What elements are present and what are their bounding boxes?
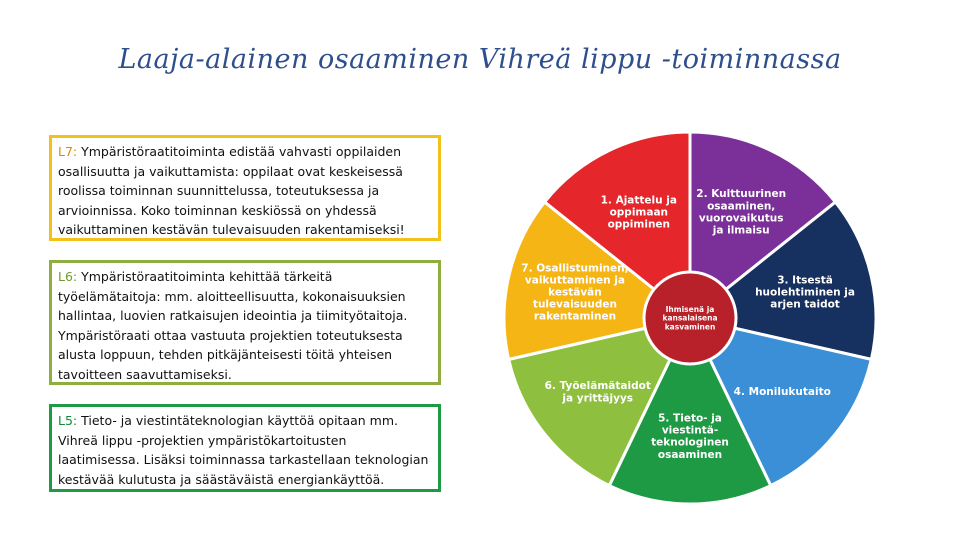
wheel-segment-label: 4. Monilukutaito xyxy=(733,386,831,399)
wheel-segment-label: 5. Tieto- ja viestintä-teknologinen osaaminen xyxy=(651,412,729,461)
competence-wheel xyxy=(500,128,880,508)
box-code: L6: xyxy=(58,269,78,284)
wheel-segment-label: 1. Ajattelu ja oppimaan oppiminen xyxy=(600,194,677,231)
wheel-center-label: Ihmisenä ja kansalaisena kasvaminen xyxy=(662,305,718,332)
info-box-l6 xyxy=(49,260,441,385)
wheel-segment-label: 2. Kulttuurinen osaaminen, vuorovaikutus ja ilmaisu xyxy=(696,188,787,237)
box-text: Tieto- ja viestintäteknologian käyttöä opitaan mm. Vihreä lippu -projektien ympäristökartoitusten laatimisessa. Lisäksi toiminnassa tarkastellaan teknologian kestävää kulutusta ja säästäväistä energiankäyttöä. xyxy=(58,413,429,487)
page-title: Laaja-alainen osaaminen Vihreä lippu -toiminnassa xyxy=(118,44,842,75)
info-box-l7 xyxy=(49,135,441,241)
box-code: L5: xyxy=(58,413,78,428)
wheel-segment-label: 6. Työelämätaidot ja yrittäjyys xyxy=(544,380,651,405)
info-box-l5 xyxy=(49,404,441,492)
box-text: Ympäristöraatitoiminta edistää vahvasti oppilaiden osallisuutta ja vaikuttamista: oppilaat ovat keskeisessä roolissa toiminnan suunnittelussa, toteutuksessa ja arvioinnissa. Koko toiminnan keskiössä on yhdessä vaikuttaminen kestävän tulevaisuuden rakentamiseksi! xyxy=(58,144,405,237)
wheel-segment-label: 7. Osallistuminen, vaikuttaminen ja kestävän tulevaisuuden rakentaminen xyxy=(521,262,629,323)
box-code: L7: xyxy=(58,144,78,159)
box-text: Ympäristöraatitoiminta kehittää tärkeitä työelämätaitoja: mm. aloitteellisuutta, kokonaisuuksien hallintaa, luovien ratkaisujen ideointia ja tiimityötaitoja. Ympäristöraati ottaa vastuuta projektien toteutuksesta alusta loppuun, tehden pitkäjänteisesti töitä yhteisen tavoitteen saavuttamiseksi. xyxy=(58,269,408,382)
wheel-segment-label: 3. Itsestä huolehtiminen ja arjen taidot xyxy=(755,274,856,311)
